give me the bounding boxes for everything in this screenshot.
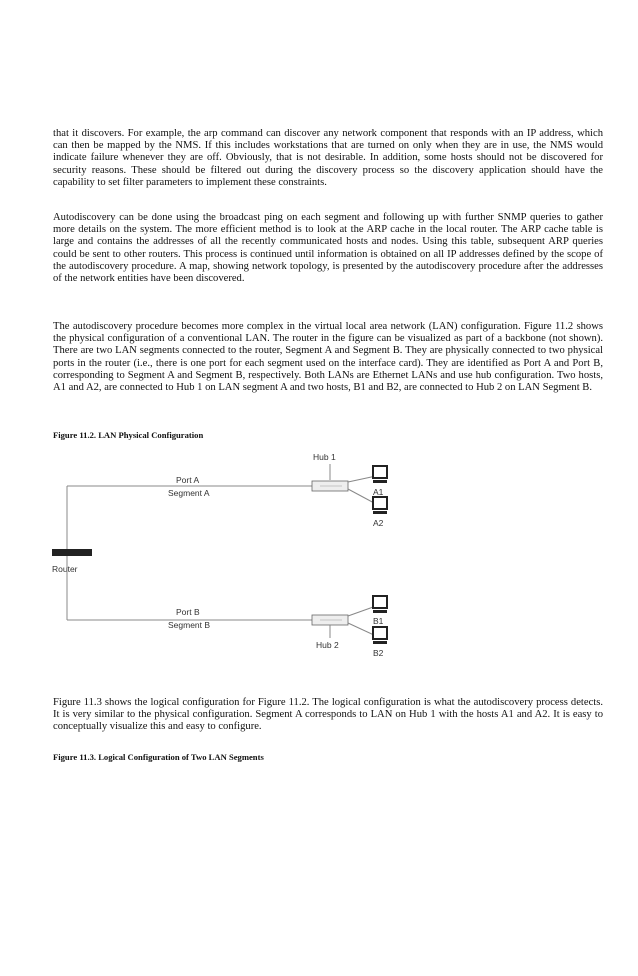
host-a2-computer-icon [373, 497, 387, 514]
hub-1-label: Hub 1 [313, 452, 336, 462]
paragraph-autodiscovery-methods: Autodiscovery can be done using the broadcast ping on each segment and following up with further SNMP queries to gather more details on the system. The more efficient method is to look at the ARP cache in the local router. The ARP cache table is large and contains the addresses of all the recently communicated hosts and nodes. Using this table, subsequent ARP queries could be sent to other routers. This process is continued until information is obtained on all IP addresses defined by the scope of the autodiscovery procedure. A map, showing network topology, is presented by the autodiscovery procedure after the addresses of the network entities have been discovered. [53, 212, 603, 285]
paragraph-vlan-complexity: The autodiscovery procedure becomes more complex in the virtual local area network (LAN) configuration. Figure 11.2 shows the physical configuration of a conventional LAN. The router in the figure can be visualized as part of a backbone (not shown). There are two LAN segments connected to the router, Segment A and Segment B. They are physically connected to two physical ports in the router (i.e., there is one port for each segment used on the interface card). They are identified as Port A and Port B, corresponding to Segment A and Segment B, respectively. Both LANs are Ethernet LANs and use hub configuration. Two hosts, A1 and A2, are connected to Hub 1 on LAN segment A and two hosts, B1 and B2, are connected to Hub 2 on LAN Segment B. [53, 321, 603, 394]
segment-a-label: Segment A [168, 488, 210, 498]
host-a2-label: A2 [373, 518, 384, 528]
figure-11-2-caption: Figure 11.2. LAN Physical Configuration [53, 430, 204, 440]
figure-11-3-caption: Figure 11.3. Logical Configuration of Two LAN Segments [53, 752, 264, 762]
paragraph-discovery-filtering: that it discovers. For example, the arp command can discover any network component that responds with an IP address, which can then be mapped by the NMS. If this includes workstations that are turned on only when they are in use, the NMS would indicate failure whenever they are off. Obviously, that is not desirable. In addition, some hosts should not be discovered for security reasons. These should be filtered out during the discovery process so the discovery application should have the capability to set filter parameters to implement these constraints. [53, 128, 603, 188]
segment-b-label: Segment B [168, 620, 211, 630]
lan-physical-configuration-diagram [50, 452, 480, 672]
hub-2-label: Hub 2 [316, 640, 339, 650]
host-b2-label: B2 [373, 648, 384, 658]
port-a-label: Port A [176, 475, 200, 485]
host-a1-label: A1 [373, 487, 384, 497]
host-b1-computer-icon [373, 596, 387, 613]
host-b2-computer-icon [373, 627, 387, 644]
host-a1-computer-icon [373, 466, 387, 483]
router-label: Router [52, 564, 78, 574]
router-icon [52, 549, 92, 556]
port-b-label: Port B [176, 607, 200, 617]
paragraph-logical-configuration: Figure 11.3 shows the logical configuration for Figure 11.2. The logical configuration is what the autodiscovery process detects. It is very similar to the physical configuration. Segment A corresponds to LAN on Hub 1 with the hosts A1 and A2. It is easy to conceptually visualize this and easy to configure. [53, 697, 603, 733]
host-b1-label: B1 [373, 616, 384, 626]
